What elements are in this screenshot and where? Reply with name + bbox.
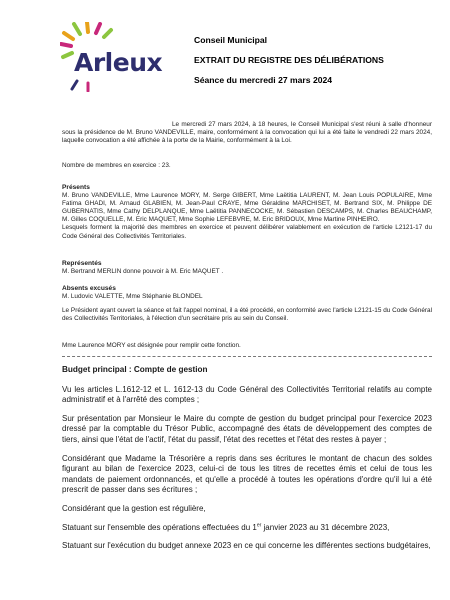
document-header	[194, 35, 434, 95]
represented-heading: Représentés	[62, 260, 102, 267]
represented-section	[62, 260, 432, 276]
presents-section	[62, 184, 432, 241]
deliberation-title: Budget principal : Compte de gestion	[62, 365, 208, 374]
excused-section	[62, 285, 432, 301]
deliberation-statuant-2: Statuant sur l'exécution du budget annexe 2023 en ce qui concerne les différentes sections budgétaires,	[62, 541, 431, 551]
section-divider	[62, 356, 432, 357]
deliberation-body	[62, 365, 432, 552]
deliberation-vu: Vu les articles L.1612-12 et L. 1612-13 du Code Général des Collectivités Territorial relatifs au compte administratif et à l'arrêté des comptes ;	[62, 384, 432, 405]
intro-paragraph: Le mercredi 27 mars 2024, à 18 heures, le Conseil Municipal s'est réuni à salle d'honneur sous la présidence de M. Bruno VANDEVILLE, maire, conformément à la convocation qui lui a été faite le vendredi 22 mars 2024, laquelle convocation a été affichée à la porte de la Mairie, conformément à la Loi.	[62, 121, 432, 145]
logo-wordmark: Arleux	[74, 48, 163, 77]
presents-heading: Présents	[62, 184, 90, 191]
header-council: Conseil Municipal	[194, 35, 268, 45]
excused-heading: Absents excusés	[62, 285, 116, 292]
quorum-statement: Lesquels forment la majorité des membres en exercice et peuvent délibérer valablement en exécution de l'article L2121-17 du Code Général des Collectivités Territoriales.	[62, 224, 432, 240]
represented-list: M. Bertrand MERLIN donne pouvoir à M. Eric MAQUET .	[62, 268, 224, 276]
members-count: Nombre de membres en exercice : 23.	[62, 162, 171, 169]
opening-paragraph: Le Président ayant ouvert la séance et fait l'appel nominal, il a été procédé, en conformité avec l'article L2121-15 du Code Général des Collectivités Territoriales, à l'élection d'un secrétaire pris au sein du Conseil.	[62, 307, 432, 323]
presents-list: M. Bruno VANDEVILLE, Mme Laurence MORY, M. Serge GIBERT, Mme Laëtitia LAURENT, M. Jean Louis POPULAIRE, Mme Fatima GHADI, M. Arnaud GLABIEN, M. Jean-Paul CRAYE, Mme Géraldine MARCHISET, M. Bertrand SIX, M. Philippe DE GUBERNATIS, Mme Cathy DELPLANQUE, Mme Laëtitia PANNECOCKE, M. Sébastien DESCAMPS, M. Charles BEAUCHAMP, M. Gilles COQUELLE, M. Eric MAQUET, Mme Sophie LEFEBVRE, M. Eric BRIDOUX, Mme Martine PINHEIRO.	[62, 192, 432, 224]
header-session-date: Séance du mercredi 27 mars 2024	[194, 75, 333, 85]
deliberation-presentation: Sur présentation par Monsieur le Maire du compte de gestion du budget principal pour l'exercice 2023 dressé par la comptable du Trésor Public, accompagné des états de développement des comptes de tiers, ainsi que l'état de l'actif, l'état du passif, l'état des recettes et l'état des restes à payer ;	[62, 413, 432, 444]
arleux-logo	[60, 22, 170, 92]
deliberation-statuant-1: Statuant sur l'ensemble des opérations effectuées du 1er janvier 2023 au 31 décembre 2023,	[62, 521, 390, 532]
secretary-paragraph: Mme Laurence MORY est désignée pour remplir cette fonction.	[62, 342, 241, 349]
deliberation-considerant-1: Considérant que Madame la Trésorière a repris dans ses écritures le montant de chacun des soldes figurant au bilan de l'exercice 2023, celui-ci de tous les titres de recettes émis et celui de tous les mandats de paiement ordonnancés, et qu'elle a procédé à toutes les opérations d'ordre qu'il lui a été prescrit de passer dans ses écritures ;	[62, 453, 432, 495]
deliberation-considerant-2: Considérant que la gestion est régulière,	[62, 503, 206, 513]
excused-list: M. Ludovic VALETTE, Mme Stéphanie BLONDEL	[62, 293, 203, 301]
header-register-title: EXTRAIT DU REGISTRE DES DÉLIBÉRATIONS	[194, 55, 384, 65]
